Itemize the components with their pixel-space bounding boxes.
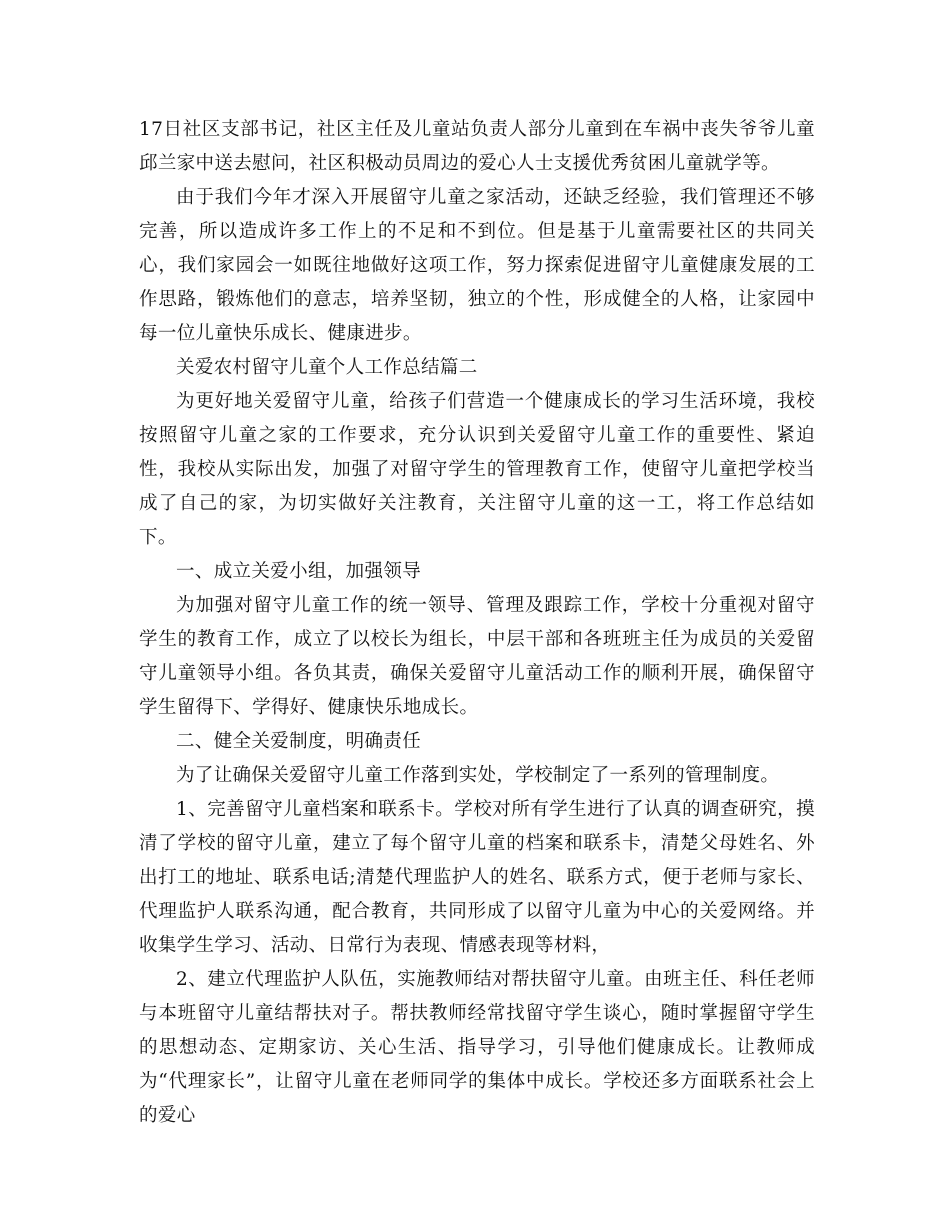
section-title: 关爱农村留守儿童个人工作总结篇二 [176, 357, 478, 378]
paragraph-item-1: 1、完善留守儿童档案和联系卡。学校对所有学生进行了认真的调查研究，摸清了学校的留守儿童，建立了每个留守儿童的档案和联系卡，清楚父母姓名、外出打工的地址、联系电话;清楚代理监护人的姓名、联系方式，便于老师与家长、代理监护人联系沟通，配合教育，共同形成了以留守儿童为中心的关爱网络。并收集学生学习、活动、日常行为表现、情感表现等材料， [139, 799, 815, 956]
document-body [139, 113, 815, 1133]
paragraph-item-2: 2、建立代理监护人队伍，实施教师结对帮扶留守儿童。由班主任、科任老师与本班留守儿童结帮扶对子。帮扶教师经常找留守学生谈心，随时掌握留守学生的思想动态、定期家访、关心生活、指导学习，引导他们健康成长。让教师成为“代理家长”，让留守儿童在老师同学的集体中成长。学校还多方面联系社会上的爱心 [139, 969, 815, 1126]
paragraph-care-system: 为了让确保关爱留守儿童工作落到实处，学校制定了一系列的管理制度。 [176, 765, 780, 786]
paragraph-reflection: 由于我们今年才深入开展留守儿童之家活动，还缺乏经验，我们管理还不够完善，所以造成许多工作上的不足和不到位。但是基于儿童需要社区的共同关心，我们家园会一如既往地做好这项工作，努力探索促进留守儿童健康发展的工作思路，锻炼他们的意志，培养坚韧，独立的个性，形成健全的人格，让家园中每一位儿童快乐成长、健康进步。 [139, 187, 815, 344]
paragraph-continuation: 17日社区支部书记，社区主任及儿童站负责人部分儿童到在车祸中丧失爷爷儿童邱兰家中送去慰问，社区积极动员周边的爱心人士支援优秀贫困儿童就学等。 [139, 119, 815, 174]
paragraph-introduction: 为更好地关爱留守儿童，给孩子们营造一个健康成长的学习生活环境，我校按照留守儿童之家的工作要求，充分认识到关爱留守儿童工作的重要性、紧迫性，我校从实际出发，加强了对留守学生的管理教育工作，使留守儿童把学校当成了自己的家，为切实做好关注教育，关注留守儿童的这一工，将工作总结如下。 [139, 391, 815, 548]
subheading-care-system: 二、健全关爱制度，明确责任 [176, 731, 422, 752]
paragraph-care-group: 为加强对留守儿童工作的统一领导、管理及跟踪工作，学校十分重视对留守学生的教育工作，成立了以校长为组长，中层干部和各班班主任为成员的关爱留守儿童领导小组。各负其责，确保关爱留守儿童活动工作的顺利开展，确保留守学生留得下、学得好、健康快乐地成长。 [139, 595, 815, 718]
subheading-care-group: 一、成立关爱小组，加强领导 [176, 561, 422, 582]
